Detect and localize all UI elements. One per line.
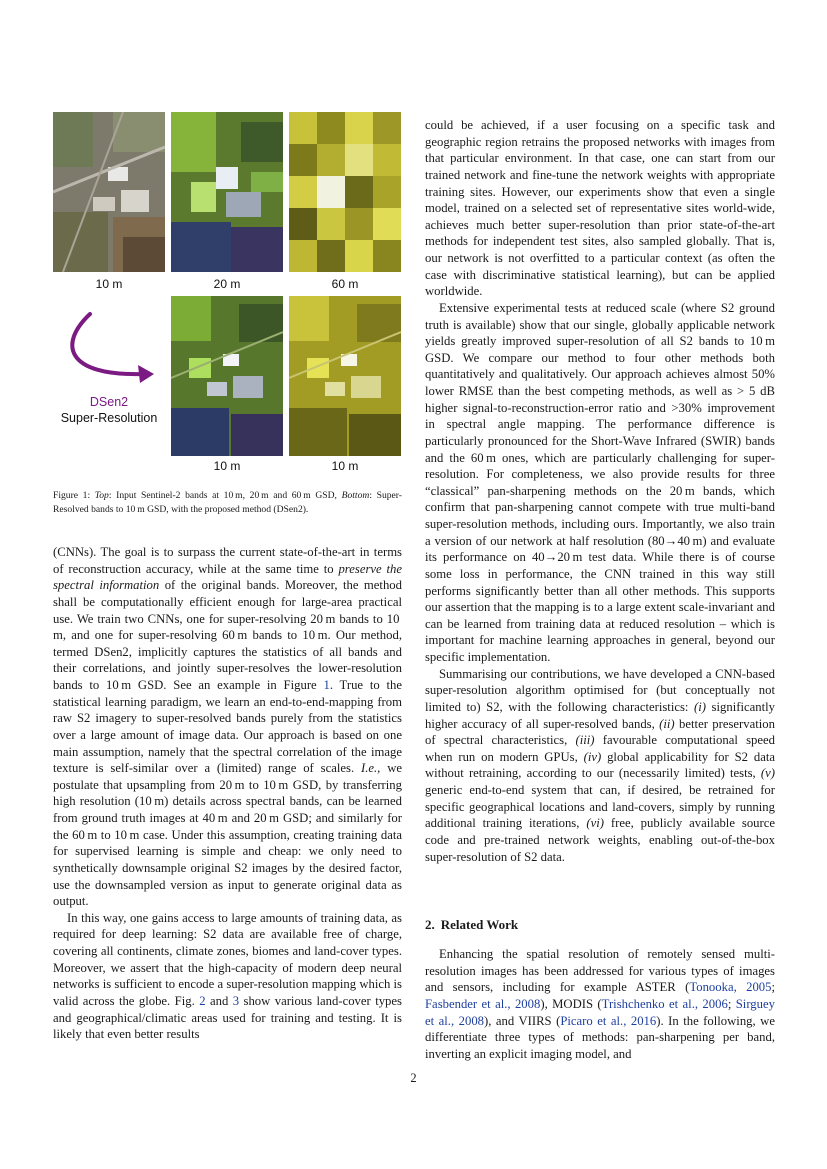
image-output-20m-superresolved: [171, 296, 283, 456]
method-name: DSen2: [89, 395, 129, 409]
text-run-italic: (i): [694, 699, 706, 714]
text-run: ). In the following, we differentiate three types of methods: pan-sharpening per band, inverting an explicit imaging model, and: [425, 1013, 775, 1061]
paragraph: could be achieved, if a user focusing on a specific task and geographic region retrains the proposed networks with images from that particular environment. In that case, one can start from our trained network and fine-tune the network weights with appropriate training sites. However, our experiments show that even a single model, trained on a selected set of representative sites world-wide, achieves much better super-resolution than prior state-of-the-art methods for independent test sites, also sampled globally. That is, our network is not overfitted to a particular context (as often the case with discriminative statistical learning), but can be applied worldwide.: [425, 118, 775, 299]
related-work-paragraph: [425, 946, 775, 1062]
figure-ref-link[interactable]: 3: [232, 993, 240, 1008]
section-number: 2.: [425, 917, 435, 932]
text-run: ), and VIIRS (: [484, 1013, 561, 1028]
text-run: better preservation of spectral characteristics,: [425, 716, 775, 748]
text-run-italic: (iii): [575, 733, 595, 748]
text-run-italic: (iv): [583, 749, 602, 764]
citation-link[interactable]: Tonooka, 2005: [689, 980, 772, 995]
text-run: of the original bands. Moreover, the method shall be computationally efficient enough for large-area practical use. We train two CNNs, one for super-resolving 20 m bands to 10 m, and one for super-resolving 60 m bands to 10 m. Our method, termed DSen2, implicitly captures the statistics of all bands and their correlations, and jointly super-resolves the lower-resolution bands to 10 m GSD. See an example in Figure: [53, 578, 402, 692]
image-input-10m: [53, 112, 165, 272]
text-run-italic: (ii): [659, 716, 675, 731]
caption-prefix: Figure 1:: [53, 490, 95, 501]
paragraph: [53, 544, 402, 910]
paragraph: [53, 910, 402, 1043]
text-run: generic end-to-end system that can, if desired, be retrained for specific geographical locations and land-covers, simply by running additional training iterations,: [425, 783, 775, 831]
citation-link[interactable]: Picaro et al., 2016: [560, 1013, 657, 1028]
text-run: ), MODIS (: [540, 996, 602, 1011]
right-column: [425, 117, 775, 865]
text-run: and: [205, 993, 233, 1008]
figure-ref-link[interactable]: 1: [323, 678, 330, 692]
figure-ref-link[interactable]: 2: [199, 993, 206, 1008]
caption-top-text: : Input Sentinel-2 bands at 10 m, 20 m and 60 m GSD,: [108, 490, 342, 501]
caption-bottom-label: Bottom: [341, 490, 370, 501]
text-run: (CNNs). The goal is to surpass the current state-of-the-art in terms of reconstruction accuracy, while at the same time to: [53, 545, 402, 576]
image-output-60m-superresolved: [289, 296, 401, 456]
label-top-60m: 60 m: [331, 277, 359, 291]
text-run: , we postulate that upsampling from 20 m to 10 m GSD, by transferring high resolution (10 m) details across spectral bands, can be learned from ground truth images at 40 m and 20 m GSD; and similarly for the 60 m to 10 m case. Under this assumption, creating training data for supervised learning is simple and cheap: we only need to synthetically downsample original S2 images by the desired factor, use the downsampled version as input to generate original data as output.: [53, 761, 402, 909]
text-run-italic: (vi): [586, 816, 604, 831]
method-description: Super-Resolution: [60, 411, 158, 425]
text-run: free, publicly available source code and pre-trained network weights, enabling out-of-the-box super-resolution of S2 data.: [425, 816, 775, 864]
text-run: show various land-cover types and geographical/climatic areas used for training and testing. It is likely that even better results: [53, 993, 402, 1042]
text-run: significantly higher accuracy of all super-resolved bands,: [425, 699, 775, 731]
image-input-60m: [289, 112, 401, 272]
label-top-10m: 10 m: [95, 277, 123, 291]
paragraph: [425, 946, 775, 1062]
text-run: Enhancing the spatial resolution of remotely sensed multi-resolution images has been addressed for various types of images and sensors, including for example ASTER (: [425, 947, 775, 995]
text-run: global applicability for S2 data without retraining, according to our (necessarily limited) tests,: [425, 749, 775, 781]
curved-arrow-icon: [58, 308, 158, 390]
label-top-20m: 20 m: [213, 277, 241, 291]
caption-top-label: Top: [94, 490, 109, 501]
citation-link[interactable]: Fasbender et al., 2008: [425, 996, 541, 1011]
figure-caption: [53, 489, 402, 516]
citation-link[interactable]: Sirguey et al., 2008: [425, 996, 775, 1028]
label-bottom-60m: 10 m: [331, 459, 359, 473]
caption-bottom-text: : Super-Resolved bands to 10 m GSD, with the proposed method (DSen2).: [53, 490, 402, 515]
text-run: ;: [727, 996, 736, 1011]
text-run-italic: I.e.: [360, 761, 378, 776]
text-run-italic: (v): [760, 766, 775, 781]
paragraph: Extensive experimental tests at reduced scale (where S2 ground truth is available) show that our single, globally applicable network yields greatly improved super-resolution of all S2 bands to 10 m GSD. We compare our method to four other methods both quantitatively and qualitatively. Our approach achieves almost 50% lower RMSE than the best competing methods, as well as > 5 dB higher signal-to-reconstruction-error ratio and >30% improvement in spectral angle mapping. The performance difference is particularly pronounced for the Short-Wave Infrared (SWIR) bands and the 60 m ones, which are particularly challenging for super-resolution. For completeness, we also provide results for three “classical” pan-sharpening methods on the 20 m bands, which confirm that pan-sharpening cannot compete with true multi-band super-resolution methods, including ours. Importantly, we also train a version of our network at half resolution (80→40 m) and evaluate its performance on 40→20 m test data. While there is of course some loss in performance, the CNN trained in this way still performs significantly better than all other methods. This supports our assertion that the mapping is to a large extent scale-invariant and can be learned from training data at reduced resolution – which is important for machine learning approaches in general, beyond our specific implementation.: [425, 300, 775, 664]
page-number: 2: [410, 1071, 417, 1085]
label-bottom-20m: 10 m: [213, 459, 241, 473]
citation-link[interactable]: Trishchenko et al., 2006: [601, 996, 728, 1011]
text-run: favourable computational speed when run on modern GPUs,: [425, 733, 775, 764]
text-run-italic: preserve the spectral information: [53, 561, 402, 593]
section-heading: [425, 917, 518, 933]
figure-1: [53, 112, 402, 482]
text-run: . True to the statistical learning paradigm, we learn an end-to-end-mapping from raw S2 imagery to super-resolved bands purely from the statistics over a large amount of image data. Our approach is based on one main assumption, namely that the spectral correlation of the image texture is self-similar over a (limited) range of scales.: [53, 678, 402, 776]
image-input-20m: [171, 112, 283, 272]
paragraph: [425, 666, 775, 866]
text-run: Summarising our contributions, we have developed a CNN-based super-resolution algorithm optimised for (but conceptually not limited to) S2, with the following characteristics:: [425, 666, 775, 714]
text-run: ;: [771, 980, 776, 995]
text-run: In this way, one gains access to large amounts of training data, as required for deep learning: S2 data are available free of charge, covering all continents, climate zones, biomes and land-cover types. Moreover, we assert that the high-capacity of modern deep neural networks is sufficient to encode a super-resolution mapping which is valid across the globe. Fig.: [53, 910, 402, 1008]
section-title: Related Work: [440, 917, 519, 932]
left-column: [53, 544, 402, 1043]
